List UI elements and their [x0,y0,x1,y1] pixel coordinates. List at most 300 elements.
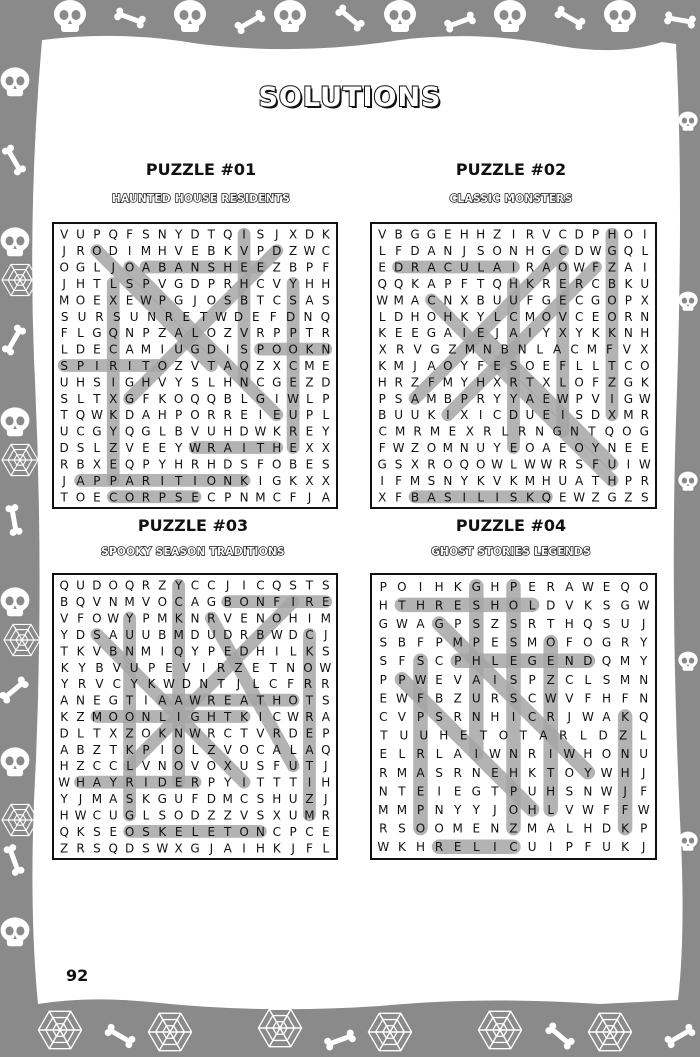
grid-letter: H [459,227,469,242]
grid-letter: V [190,759,200,774]
grid-letter: P [142,742,150,757]
grid-letter: S [125,792,134,807]
grid-letter: D [181,677,191,692]
grid-letter: R [518,424,527,439]
grid-letter: L [398,747,406,762]
grid-letter: L [536,342,543,357]
grid-letter: W [215,309,227,324]
grid-letter: B [443,391,452,406]
grid-letter: W [581,579,594,594]
grid-letter: Y [174,227,183,242]
grid-letter: S [322,457,330,472]
grid-letter: W [491,457,504,472]
grid-letter: W [376,293,389,308]
grid-letter: B [607,276,617,291]
grid-letter: J [641,840,646,855]
grid-letter: K [289,473,298,488]
grid-letter: H [157,244,167,259]
grid-letter: Z [492,227,502,242]
grid-letter: K [621,710,630,724]
grid-letter: C [558,244,567,259]
grid-letter: D [59,726,69,741]
grid-letter: E [416,784,425,799]
grid-letter: T [224,710,232,724]
grid-letter: E [448,424,457,439]
grid-letter: G [124,375,135,390]
grid-letter: R [624,309,633,324]
grid-letter: F [306,841,313,856]
grid-letter: S [289,293,297,308]
grid-letter: J [62,473,66,488]
grid-letter: N [443,293,453,308]
grid-letter: L [491,654,499,669]
grid-letter: W [140,293,152,308]
puzzle-04-title: PUZZLE #04 [455,516,567,535]
grid-letter: E [93,293,101,308]
grid-letter: L [477,490,485,505]
grid-letter: E [602,579,611,594]
grid-letter: A [223,359,232,373]
grid-letter: W [163,677,175,692]
grid-letter: A [321,710,330,724]
grid-letter: P [93,473,101,488]
grid-letter: X [272,359,281,373]
grid-letter: O [206,326,217,341]
grid-letter: K [476,473,485,488]
grid-letter: A [427,276,436,291]
grid-letter: P [472,635,480,650]
grid-letter: A [416,617,425,631]
grid-letter: Y [542,326,550,341]
grid-letter: D [190,227,200,242]
grid-letter: D [288,627,298,642]
grid-letter: Z [234,660,243,675]
grid-letter: F [584,840,592,855]
grid-letter: W [395,617,408,631]
grid-letter: P [109,473,117,488]
grid-letter: Q [604,424,615,439]
grid-letter: Z [158,326,167,341]
grid-letter: N [509,244,518,259]
grid-letter: E [453,840,462,855]
grid-letter: Z [76,710,85,724]
grid-letter: Q [124,424,135,439]
grid-letter: A [125,342,134,357]
grid-letter: Z [624,490,633,505]
grid-letter: O [75,293,86,308]
grid-letter: A [565,579,574,594]
grid-letter: M [526,635,538,650]
grid-letter: M [586,342,598,357]
grid-letter: M [619,672,631,687]
grid-letter: X [640,293,649,308]
grid-letter: H [377,375,387,390]
grid-letter: T [479,728,488,743]
grid-letter: O [108,578,118,593]
grid-letter: G [272,473,282,488]
grid-letter: W [107,611,120,626]
grid-letter: D [598,728,608,743]
grid-letter: A [174,260,183,275]
grid-letter: V [565,691,574,706]
grid-letter: R [141,473,151,488]
grid-letter: C [272,293,281,308]
grid-letter: M [442,375,454,390]
grid-letter: R [216,660,226,675]
grid-letter: O [607,309,617,324]
grid-letter: R [453,765,462,780]
grid-letter: V [256,726,265,741]
grid-letter: U [399,728,409,743]
grid-letter: F [395,244,403,259]
grid-letter: O [303,660,313,675]
grid-letter: V [397,710,407,724]
grid-letter: Q [272,578,282,593]
grid-letter: W [638,391,651,406]
grid-letter: S [240,457,248,472]
grid-letter: U [640,276,650,291]
grid-letter: I [291,595,295,610]
grid-letter: S [398,821,406,836]
grid-letter: V [190,359,200,373]
grid-letter: O [601,747,612,762]
grid-letter: M [157,611,168,626]
grid-letter: T [289,775,297,790]
grid-letter: W [556,391,569,406]
grid-letter: V [223,742,232,757]
grid-letter: F [142,391,150,406]
grid-letter: P [322,391,330,406]
grid-letter: I [144,775,148,790]
grid-letter: O [525,441,535,456]
grid-letter: F [256,457,264,472]
grid-letter: V [272,276,281,291]
grid-letter: X [305,473,314,488]
grid-letter: E [174,775,183,790]
grid-letter: M [442,441,454,456]
grid-letter: E [542,391,551,406]
grid-letter: U [459,260,469,275]
grid-letter: G [601,635,612,650]
grid-letter: E [142,441,150,456]
grid-letter: E [223,693,232,708]
grid-letter: X [558,326,567,341]
grid-letter: V [141,759,151,774]
grid-letter: A [92,775,101,790]
grid-letter: H [255,644,265,659]
grid-letter: M [394,424,406,439]
grid-letter: L [158,710,166,724]
grid-letter: O [640,359,650,373]
grid-letter: V [378,227,387,242]
grid-letter: W [319,660,332,675]
grid-letter: S [416,654,425,669]
grid-letter: K [240,473,248,488]
grid-letter: R [321,808,330,823]
grid-letter: L [93,260,101,275]
grid-letter: J [462,244,467,259]
grid-letter: I [626,457,631,472]
grid-letter: A [453,747,462,762]
grid-letter: S [93,824,101,839]
grid-letter: O [173,808,184,823]
grid-letter: E [472,821,481,836]
grid-letter: Z [125,726,134,741]
grid-letter: S [158,808,167,823]
grid-letter: P [273,326,281,341]
grid-letter: H [76,375,86,390]
grid-letter: J [291,841,295,856]
grid-letter: T [200,309,208,324]
grid-letter: I [274,391,279,406]
grid-letter: U [77,309,87,324]
grid-letter: Q [59,824,69,839]
grid-letter: Z [607,260,617,275]
grid-letter: O [475,457,486,472]
grid-letter: E [240,408,248,423]
grid-letter: U [620,617,630,631]
grid-letter: W [287,391,300,406]
grid-letter: B [239,293,249,308]
grid-letter: D [92,578,102,593]
grid-letter: K [427,408,436,423]
grid-letter: D [206,342,216,357]
grid-letter: O [443,359,453,373]
grid-letter: H [272,693,282,708]
grid-letter: Z [207,742,216,757]
grid-letter: B [60,595,69,610]
puzzle-01-grid [52,222,338,509]
grid-letter: R [141,490,151,505]
grid-letter: L [252,677,260,692]
grid-letter: R [223,276,232,291]
grid-letter: G [541,244,551,259]
grid-letter: X [460,408,469,423]
grid-letter: H [206,457,216,472]
grid-letter: M [304,808,315,823]
grid-letter: Y [460,359,468,373]
grid-letter: Q [124,457,135,472]
grid-letter: I [242,227,246,242]
grid-letter: P [305,408,314,423]
grid-letter: L [493,309,501,324]
grid-letter: P [509,784,518,799]
grid-letter: C [574,293,584,308]
grid-letter: I [493,672,497,687]
grid-letter: P [624,293,633,308]
grid-letter: U [59,375,69,390]
grid-letter: T [269,660,277,675]
grid-letter: E [252,660,260,675]
grid-letter: T [398,598,406,613]
grid-letter: I [462,490,467,505]
grid-letter: P [207,775,215,790]
grid-letter: C [207,490,216,505]
grid-letter: O [574,375,584,390]
grid-letter: L [322,841,330,856]
grid-letter: L [77,726,84,741]
grid-letter: E [174,824,183,839]
grid-letter: T [547,765,555,780]
grid-letter: S [93,375,101,390]
grid-letter: G [190,710,200,724]
grid-letter: G [410,227,420,242]
grid-letter: E [252,309,260,324]
grid-letter: E [109,457,118,472]
grid-letter: D [574,227,584,242]
grid-letter: F [477,359,485,373]
grid-letter: S [322,293,330,308]
grid-letter: X [289,227,298,242]
grid-letter: R [321,677,330,692]
grid-letter: K [640,375,649,390]
grid-letter: H [525,244,535,259]
grid-letter: W [544,691,557,706]
grid-letter: O [508,803,519,817]
grid-letter: J [274,227,279,242]
grid-letter: D [124,408,135,423]
grid-letter: I [446,408,450,423]
grid-letter: G [471,784,481,799]
grid-letter: I [127,244,132,259]
grid-letter: F [273,759,281,774]
puzzle-03-letters [54,575,336,858]
grid-letter: C [256,276,265,291]
grid-letter: Q [206,391,217,406]
grid-letter: W [189,441,201,456]
grid-letter: D [508,408,519,423]
grid-letter: O [397,579,407,594]
grid-letter: A [602,710,611,724]
grid-letter: X [321,441,330,456]
grid-letter: D [393,309,404,324]
grid-letter: C [305,627,314,642]
grid-letter: D [75,627,86,642]
grid-letter: X [378,342,387,357]
grid-letter: H [76,775,86,790]
grid-letter: G [173,276,184,291]
grid-letter: H [546,784,556,799]
grid-letter: C [574,309,584,324]
grid-letter: R [305,595,314,610]
grid-letter: P [378,391,386,406]
grid-letter: U [476,441,486,456]
grid-letter: F [584,691,592,706]
puzzle-03-grid [52,573,338,860]
grid-letter: G [92,326,102,341]
grid-letter: O [124,824,135,839]
grid-letter: P [142,457,150,472]
grid-letter: K [223,244,232,259]
grid-letter: X [460,293,469,308]
grid-letter: G [255,391,266,406]
grid-letter: I [144,693,148,708]
grid-letter: W [395,691,408,706]
grid-letter: S [93,841,101,856]
grid-letter: N [199,677,209,692]
grid-letter: D [321,375,331,390]
grid-letter: O [92,244,102,259]
grid-letter: D [304,227,315,242]
grid-letter: K [158,726,167,741]
grid-letter: I [560,408,565,423]
grid-letter: P [289,326,297,341]
grid-letter: B [476,293,485,308]
grid-letter: O [426,309,437,324]
grid-letter: M [426,391,437,406]
grid-letter: F [640,784,648,799]
grid-letter: K [272,424,281,439]
grid-letter: V [565,803,574,817]
grid-letter: F [526,293,534,308]
grid-letter: A [539,728,548,743]
grid-letter: A [141,408,151,423]
grid-letter: F [322,260,330,275]
grid-letter: S [322,578,330,593]
grid-letter: C [239,792,249,807]
grid-letter: A [125,473,134,488]
grid-letter: M [173,627,184,642]
grid-letter: H [321,775,331,790]
grid-letter: H [476,227,486,242]
grid-letter: B [434,691,444,706]
grid-letter: I [242,441,246,456]
grid-letter: E [289,375,297,390]
grid-letter: T [142,359,150,373]
grid-letter: S [142,824,150,839]
grid-letter: N [190,260,200,275]
grid-letter: O [564,765,575,780]
grid-letter: H [607,473,617,488]
grid-letter: K [60,710,69,724]
grid-letter: H [255,841,265,856]
grid-letter: M [396,765,408,780]
grid-letter: K [528,765,537,780]
grid-letter: C [558,227,567,242]
grid-letter: N [535,424,545,439]
grid-letter: E [191,490,199,505]
grid-letter: G [426,227,437,242]
page-title: SOLUTIONS [258,82,442,113]
grid-letter: U [206,424,216,439]
grid-letter: T [93,726,101,741]
grid-letter: R [77,677,87,692]
grid-letter: G [620,598,630,613]
grid-letter: R [395,342,405,357]
grid-letter: Q [239,359,249,373]
grid-letter: Z [618,728,628,743]
grid-letter: F [621,803,629,817]
grid-letter: Q [59,578,69,593]
grid-letter: U [509,293,518,308]
grid-letter: H [239,276,249,291]
grid-letter: Q [601,654,612,669]
grid-letter: H [443,309,453,324]
grid-letter: N [157,227,167,242]
grid-letter: Z [305,792,314,807]
grid-letter: T [256,693,265,708]
grid-letter: Z [448,342,457,357]
grid-letter: W [392,441,405,456]
grid-letter: E [322,595,330,610]
grid-letter: E [453,784,462,799]
grid-letter: Z [490,617,500,631]
grid-letter: K [158,824,167,839]
grid-letter: S [472,617,481,631]
grid-letter: P [379,672,387,687]
grid-letter: S [476,244,485,259]
grid-letter: V [542,227,551,242]
